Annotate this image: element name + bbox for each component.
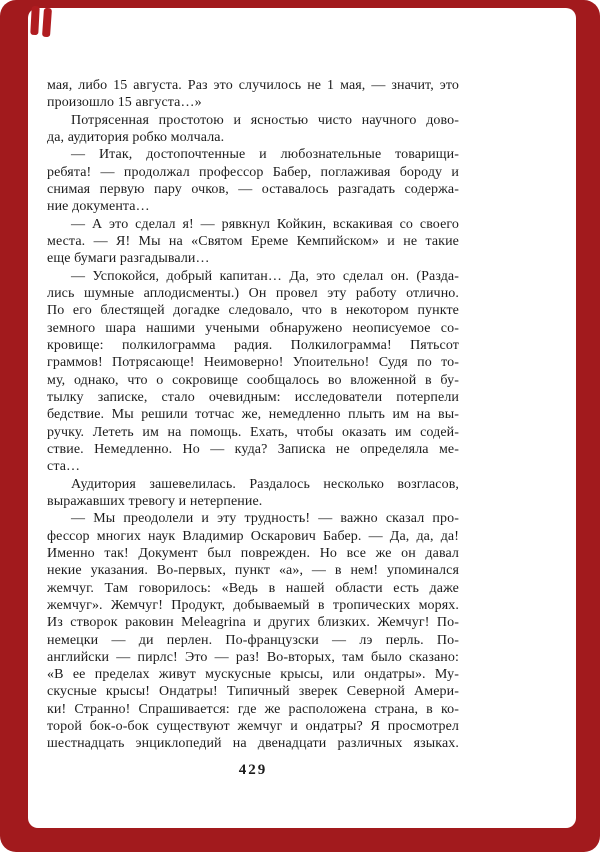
red-strip-mark [30,6,40,35]
text-line: жемчуг». Жемчуг! Продукт, добываемый в тропических морях. [47,597,459,613]
text-line: ста… [47,459,81,475]
text-line: По его блестящей догадке следовало, что в некотором пункте [47,303,459,319]
text-line: фессор многих наук Владимир Оскарович Бабер. — Да, да, да! [47,528,459,544]
text-line: «В ее пределах живут мускусные крысы, или ондатры». Му- [47,667,459,683]
text-line: скусные крысы! Ондатры! Типичный зверек Северной Амери- [47,684,459,700]
page-number: 429 [238,762,268,778]
text-line: — Итак, достопочтенные и любознательные товарищи- [71,147,459,163]
text-line: — Успокойся, добрый капитан… Да, это сделал он. (Разда- [71,268,459,284]
text-line: ки! Странно! Спрашивается: где же расположена страна, в ко- [47,701,459,717]
text-line: кровище: полкилограмма радия. Полкилограмма! Пятьсот [47,337,459,353]
text-line: ние документа… [47,199,150,215]
text-line: Аудитория зашевелилась. Раздалось несколько возгласов, [71,476,459,492]
text-line: — Мы преодолели и эту трудность! — важно сказал про- [71,511,459,527]
text-line: земного шара нашими учеными обнаружено неописуемое со- [47,320,459,336]
text-line: Потрясенная простотою и ясностью чисто научного дово- [71,112,459,128]
text-line: произошло 15 августа…» [47,95,202,111]
text-line: тылку записке, стало очевидным: исследователи потерпели [47,389,459,405]
text-line: Из створок раковин Meleagrina и других близких. Жемчуг! По- [47,615,459,631]
text-line: некие указания. Во-первых, пункт «а», — в нем! упоминался [47,563,459,579]
text-line: места. — Я! Мы на «Святом Ереме Кемпийском» и не такие [47,233,459,249]
text-line: да, аудитория робко молчала. [47,129,225,145]
text-line: немецки — ди перлен. По-французски — лэ перль. По- [47,632,459,648]
text-line: му, однако, что о сокровище сообщалось во вложенной в бу- [47,372,459,388]
text-line: мая, либо 15 августа. Раз это случилось не 1 мая, — значит, это [47,78,459,93]
text-line: лись шумные аплодисменты.) Он провел эту работу отлично. [47,285,459,301]
text-line: торой бок-о-бок существуют жемчуг и ондатры? Я просмотрел [47,719,459,735]
text-line: ствие. Немедленно. Но — куда? Записка не определяла ме- [47,441,459,457]
text-line: еще бумаги разгадывали… [47,251,210,267]
text-line: граммов! Потрясающе! Неимоверно! Упоительно! Судя по то- [47,355,459,371]
text-line: выражавших тревогу и нетерпение. [47,493,263,509]
text-line: ребята! — продолжал профессор Бабер, поглаживая бороду и [47,164,459,180]
text-line: снимая первую пару очков, — оставалось разгадать содержа- [47,181,459,197]
text-line: бедствие. Мы решили тотчас же, немедленно плыть им на вы- [47,407,459,423]
text-line: ручку. Лететь им на помощь. Ехать, чтобы оказать им содей- [47,424,459,440]
text-line: жемчуг. Там говорилось: «Ведь в нашей области есть даже [47,580,459,596]
text-line: Именно так! Документ был поврежден. Но все же он давал [47,545,459,561]
text-line: английски — пирлс! Это — раз! Во-вторых, там было сказано: [47,649,459,665]
text-line: шестнадцать энциклопедий на двенадцати различных языках. [47,736,459,752]
page-text [47,77,459,753]
text-line: — А это сделал я! — рявкнул Койкин, вскакивая со своего [71,216,459,232]
